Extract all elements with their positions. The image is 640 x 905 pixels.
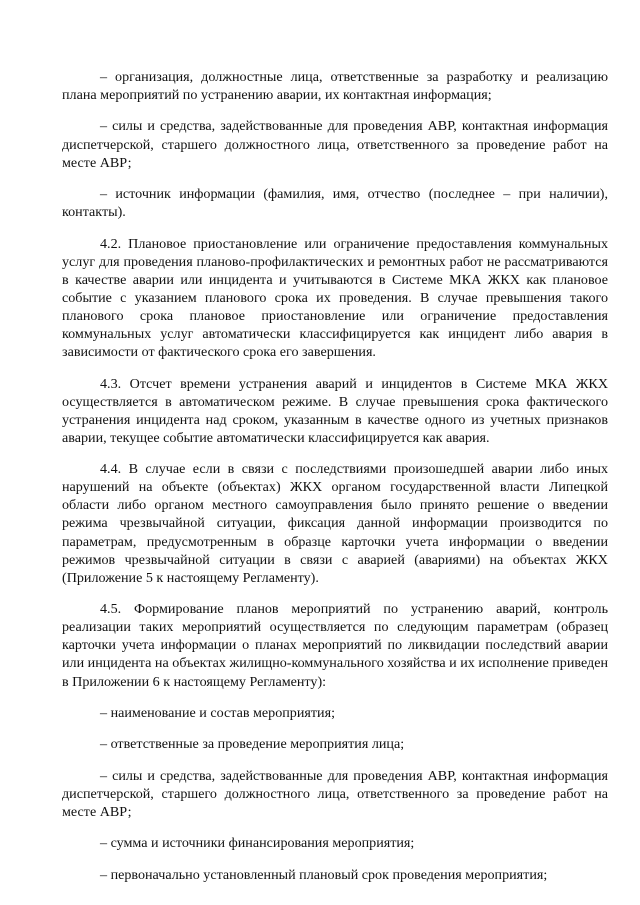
paragraph-forces-and-means: – силы и средства, задействованные для проведения АВР, контактная информация диспетчерской, старшего должностного лица, ответственного за проведение работ на месте АВР; [62, 118, 608, 171]
paragraph-section-4-3: 4.3. Отсчет времени устранения аварий и инцидентов в Системе МКА ЖКХ осуществляется в автоматическом режиме. В случае превышения срока фактического устранения инцидента над сроком, указанным в качестве одного из учетных признаков аварии, текущее событие автоматически классифицируется как авария. [62, 375, 608, 446]
list-item-responsible-persons: – ответственные за проведение мероприятия лица; [100, 736, 405, 753]
list-item-planned-deadline: – первоначально установленный плановый срок проведения мероприятия; [100, 866, 548, 883]
list-item-event-name: – наименование и состав мероприятия; [100, 704, 335, 721]
document-body [62, 68, 608, 897]
paragraph-section-4-4: 4.4. В случае если в связи с последствиями произошедшей аварии либо иных нарушений на объекте (объектах) ЖКХ органом государственной власти Липецкой области либо органом местного самоуправления было принято решение о введении режима чрезвычайной ситуации, фиксация данной информации производится по параметрам, предусмотренным в образце карточки учета информации о введении режимов чрезвычайной ситуации в связи с аварией (авариями) на объектах ЖКХ (Приложение 5 к настоящему Регламенту). [62, 461, 608, 586]
paragraph-responsible-organization: – организация, должностные лица, ответственные за разработку и реализацию плана мероприятий по устранению аварии, их контактная информация; [62, 69, 608, 104]
paragraph-section-4-5: 4.5. Формирование планов мероприятий по устранению аварий, контроль реализации таких мероприятий осуществляется по следующим параметрам (образец карточки учета информации о планах мероприятий по ликвидации последствий аварии или инцидента на объектах жилищно-коммунального хозяйства и их исполнение приведен в Приложении 6 к настоящему Регламенту): [62, 601, 608, 690]
list-item-forces-and-means: – силы и средства, задействованные для проведения АВР, контактная информация диспетчерской, старшего должностного лица, ответственного за проведение работ на месте АВР; [62, 767, 608, 820]
paragraph-section-4-2: 4.2. Плановое приостановление или ограничение предоставления коммунальных услуг для проведения планово-профилактических и ремонтных работ не рассматриваются в качестве аварии или инцидента и учитываются в Системе МКА ЖКХ как плановое событие с указанием планового срока их проведения. В случае превышения такого планового срока плановое приостановление или ограничение предоставления коммунальных услуг автоматически классифицируется как инцидент либо авария в зависимости от фактического срока его завершения. [62, 235, 608, 361]
paragraph-information-source: – источник информации (фамилия, имя, отчество (последнее – при наличии), контакты). [62, 186, 608, 221]
list-item-funding: – сумма и источники финансирования мероприятия; [100, 835, 415, 852]
